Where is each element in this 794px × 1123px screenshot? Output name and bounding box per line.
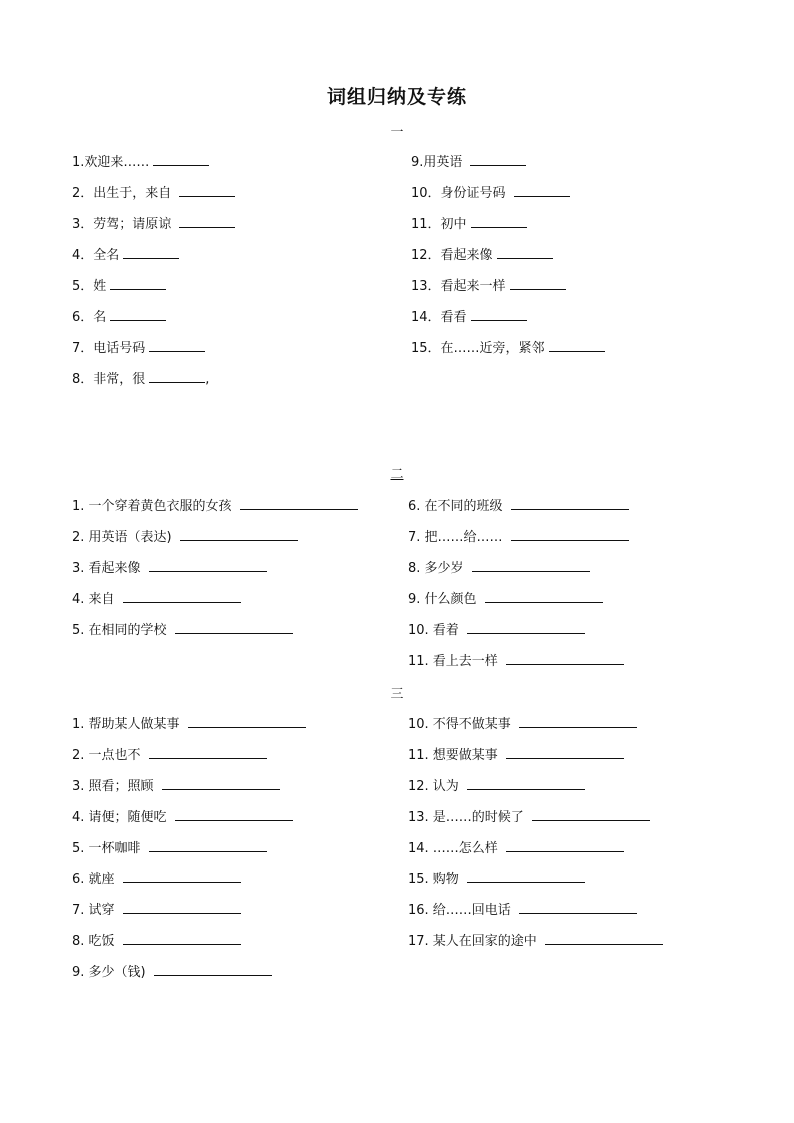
answer-blank[interactable]: [511, 497, 629, 510]
item-text: 9. 什么颜色: [408, 592, 477, 607]
item-text: 6．名: [72, 310, 107, 325]
list-item: [408, 559, 590, 577]
list-item: [72, 839, 267, 857]
list-item: [411, 184, 570, 202]
answer-blank[interactable]: [123, 246, 179, 259]
item-text: 10. 看着: [408, 623, 459, 638]
list-item: [411, 339, 605, 357]
section-3-label: 三: [390, 687, 404, 702]
answer-blank[interactable]: [514, 184, 570, 197]
item-text: 6. 就座: [72, 872, 115, 887]
answer-blank[interactable]: [467, 870, 585, 883]
list-item: [72, 153, 209, 171]
answer-blank[interactable]: [123, 901, 241, 914]
item-text: 1. 一个穿着黄色衣服的女孩: [72, 499, 232, 514]
answer-blank[interactable]: [549, 339, 605, 352]
list-item: [72, 746, 267, 764]
item-text: 2. 一点也不: [72, 748, 141, 763]
list-item: [72, 777, 280, 795]
answer-blank[interactable]: [123, 590, 241, 603]
item-text: 1. 帮助某人做某事: [72, 717, 180, 732]
answer-blank[interactable]: [240, 497, 358, 510]
answer-blank[interactable]: [532, 808, 650, 821]
list-item: [411, 215, 527, 233]
item-text: 8．非常，很: [72, 372, 146, 387]
item-text: 10. 不得不做某事: [408, 717, 511, 732]
list-item: [408, 746, 624, 764]
answer-blank[interactable]: [545, 932, 663, 945]
item-text: 3. 照看；照顾: [72, 779, 154, 794]
item-text: 7. 把……给……: [408, 530, 503, 545]
answer-blank[interactable]: [506, 652, 624, 665]
item-text: 16. 给……回电话: [408, 903, 511, 918]
answer-blank[interactable]: [470, 153, 526, 166]
item-text: 15. 购物: [408, 872, 459, 887]
list-item: [72, 963, 272, 981]
list-item: [408, 901, 637, 919]
list-item: [408, 777, 585, 795]
item-text: 8. 吃饭: [72, 934, 115, 949]
list-item: [72, 901, 241, 919]
list-item: [72, 808, 293, 826]
answer-blank[interactable]: [506, 839, 624, 852]
list-item: [408, 715, 637, 733]
answer-blank[interactable]: [497, 246, 553, 259]
item-text: 5. 在相同的学校: [72, 623, 167, 638]
answer-blank[interactable]: [506, 746, 624, 759]
list-item: [408, 808, 650, 826]
item-text: 3．劳驾；请原谅: [72, 217, 172, 232]
answer-blank[interactable]: [467, 777, 585, 790]
answer-blank[interactable]: [162, 777, 280, 790]
list-item: [408, 497, 629, 515]
item-text: 11. 想要做某事: [408, 748, 498, 763]
item-text: 4. 来自: [72, 592, 115, 607]
item-text: 8. 多少岁: [408, 561, 464, 576]
answer-blank[interactable]: [110, 277, 166, 290]
list-item: [72, 932, 241, 950]
list-item: [72, 215, 235, 233]
list-item: [408, 528, 629, 546]
list-item: [72, 528, 298, 546]
list-item: [72, 559, 267, 577]
answer-blank[interactable]: [149, 339, 205, 352]
answer-blank[interactable]: [154, 963, 272, 976]
answer-blank[interactable]: [188, 715, 306, 728]
answer-blank[interactable]: [149, 370, 205, 383]
list-item: [408, 590, 603, 608]
item-text: 12. 认为: [408, 779, 459, 794]
list-item: [408, 870, 585, 888]
answer-blank[interactable]: [175, 621, 293, 634]
list-item: [72, 184, 235, 202]
list-item: [72, 870, 241, 888]
list-item: [408, 839, 624, 857]
list-item: [72, 308, 166, 326]
answer-blank[interactable]: [180, 528, 298, 541]
answer-blank[interactable]: [179, 184, 235, 197]
list-item: [408, 652, 624, 670]
list-item: [72, 246, 179, 264]
list-item: [408, 621, 585, 639]
answer-blank[interactable]: [471, 215, 527, 228]
section-2-label: 二: [390, 467, 404, 482]
answer-blank[interactable]: [511, 528, 629, 541]
list-item: [72, 339, 205, 357]
item-text: 17. 某人在回家的途中: [408, 934, 537, 949]
list-item: [408, 932, 663, 950]
answer-blank[interactable]: [149, 746, 267, 759]
answer-blank[interactable]: [179, 215, 235, 228]
list-item: [411, 153, 526, 171]
item-suffix: ,: [205, 372, 210, 387]
section-1-label: 一: [390, 125, 404, 140]
page-title: 词组归纳及专练: [326, 86, 467, 108]
answer-blank[interactable]: [472, 559, 590, 572]
answer-blank[interactable]: [510, 277, 566, 290]
answer-blank[interactable]: [123, 870, 241, 883]
list-item: [72, 715, 306, 733]
answer-blank[interactable]: [149, 839, 267, 852]
answer-blank[interactable]: [175, 808, 293, 821]
item-text: 14. ……怎么样: [408, 841, 498, 856]
list-item: [72, 621, 293, 639]
answer-blank[interactable]: [467, 621, 585, 634]
list-item: [72, 590, 241, 608]
answer-blank[interactable]: [110, 308, 166, 321]
item-text: 2. 用英语（表达): [72, 530, 172, 545]
answer-blank[interactable]: [149, 559, 267, 572]
item-text: 2．出生于，来自: [72, 186, 172, 201]
answer-blank[interactable]: [519, 715, 637, 728]
list-item: [72, 497, 358, 515]
item-text: 1.欢迎来……: [72, 155, 150, 170]
item-text: 7. 试穿: [72, 903, 115, 918]
item-text: 14．看看: [411, 310, 467, 325]
item-text: 13．看起来一样: [411, 279, 506, 294]
item-text: 9.用英语: [411, 155, 463, 170]
item-text: 3. 看起来像: [72, 561, 141, 576]
item-text: 11. 看上去一样: [408, 654, 498, 669]
item-text: 7．电话号码: [72, 341, 146, 356]
item-text: 15．在……近旁，紧邻: [411, 341, 545, 356]
answer-blank[interactable]: [153, 153, 209, 166]
answer-blank[interactable]: [123, 932, 241, 945]
item-text: 13. 是……的时候了: [408, 810, 524, 825]
item-text: 12．看起来像: [411, 248, 493, 263]
answer-blank[interactable]: [519, 901, 637, 914]
item-text: 5．姓: [72, 279, 107, 294]
list-item: [411, 308, 527, 326]
item-text: 10．身份证号码: [411, 186, 506, 201]
item-text: 9. 多少（钱): [72, 965, 146, 980]
item-text: 11．初中: [411, 217, 467, 232]
list-item: [411, 277, 566, 295]
item-text: 4. 请便；随便吃: [72, 810, 167, 825]
list-item: [72, 370, 209, 388]
list-item: [72, 277, 166, 295]
answer-blank[interactable]: [471, 308, 527, 321]
item-text: 5. 一杯咖啡: [72, 841, 141, 856]
item-text: 6. 在不同的班级: [408, 499, 503, 514]
answer-blank[interactable]: [485, 590, 603, 603]
list-item: [411, 246, 553, 264]
item-text: 4．全名: [72, 248, 120, 263]
